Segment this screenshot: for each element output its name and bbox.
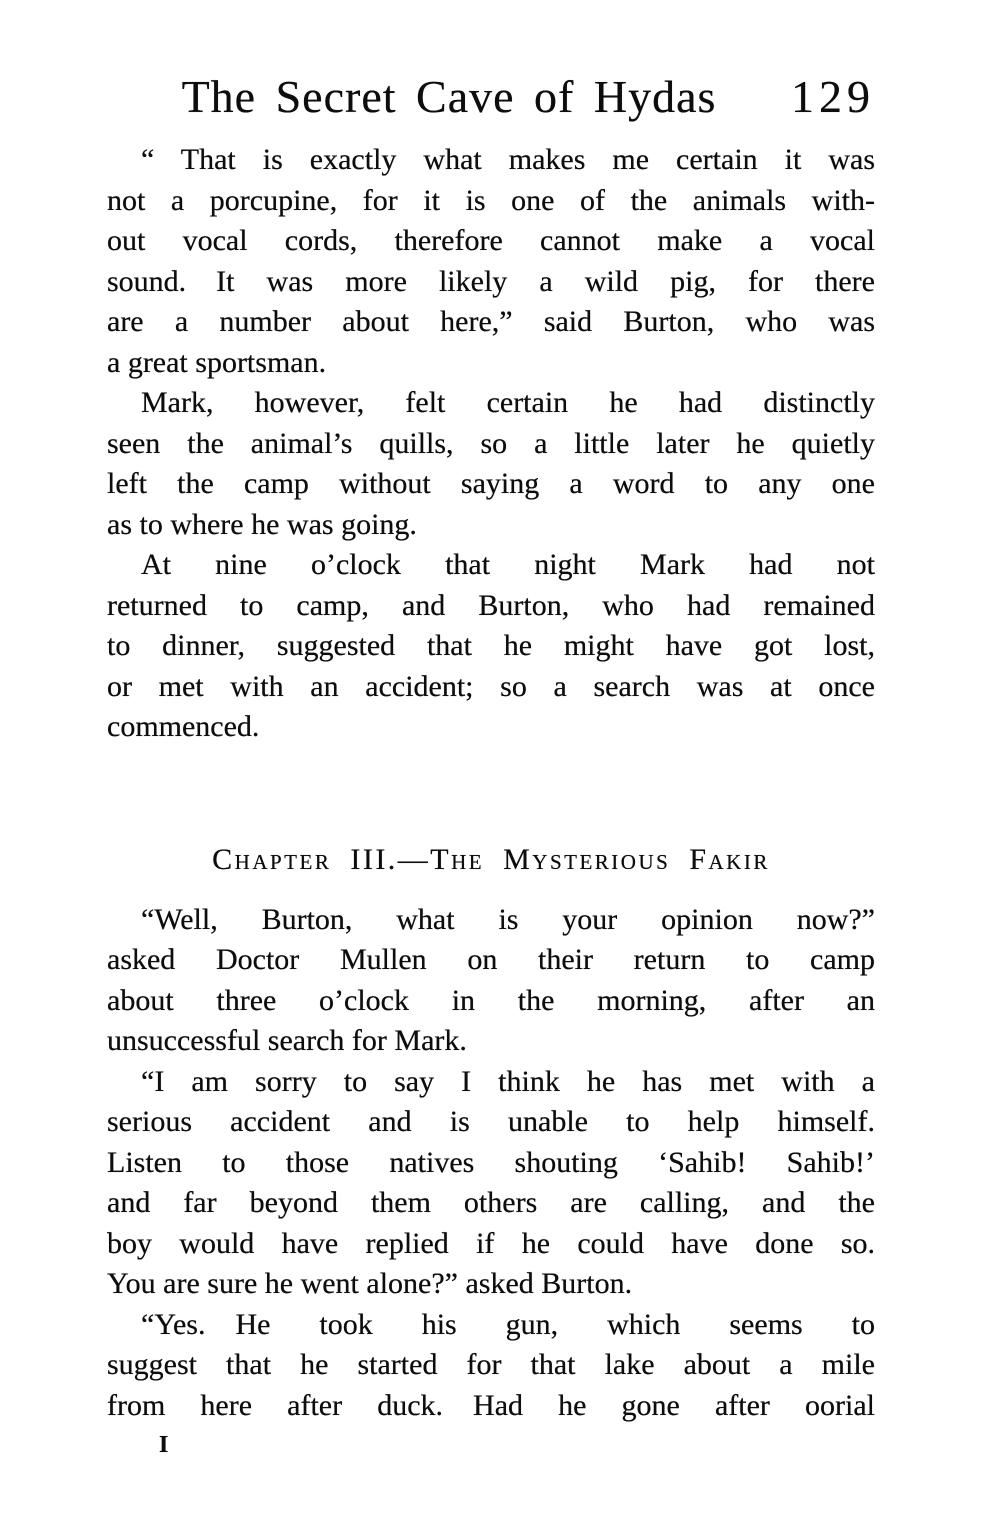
running-head xyxy=(107,68,875,126)
text-line: unsuccessful search for Mark. xyxy=(107,1024,467,1057)
text-line: You are sure he went alone?” asked Burton. xyxy=(107,1267,633,1300)
text-line: or met with an accident; so a search was at once xyxy=(107,669,875,703)
text-line: seen the animal’s quills, so a little later he quietly xyxy=(107,426,875,460)
section-chapter-start xyxy=(107,900,875,1427)
text-line: At nine o’clock that night Mark had not xyxy=(141,548,875,581)
running-head-title: The Secret Cave of Hydas xyxy=(181,71,717,122)
text-line: out vocal cords, therefore cannot make a vocal xyxy=(107,224,875,257)
text-line: about three o’clock in the morning, after an xyxy=(107,983,875,1017)
text-line: suggest that he started for that lake about a mile xyxy=(107,1348,875,1381)
text-line: commenced. xyxy=(107,710,260,743)
chapter-heading: Chapter III.—The Mysterious Fakir xyxy=(212,842,770,876)
printer-signature-mark: I xyxy=(159,1432,169,1458)
text-line: to dinner, suggested that he might have got lost, xyxy=(107,629,875,662)
text-line: serious accident and is unable to help himself. xyxy=(107,1105,875,1138)
text-line: not a porcupine, for it is one of the animals with- xyxy=(107,183,875,217)
text-line: “ That is exactly what makes me certain it was xyxy=(141,143,875,176)
paragraph xyxy=(107,383,875,545)
text-line: “Yes. He took his gun, which seems to xyxy=(141,1307,875,1341)
text-line: “I am sorry to say I think he has met with a xyxy=(141,1064,875,1098)
text-line: as to where he was going. xyxy=(107,507,417,541)
text-line: sound. It was more likely a wild pig, for there xyxy=(107,264,875,298)
paragraph xyxy=(107,900,875,1062)
section-chapter-end xyxy=(107,140,875,748)
text-line: Mark, however, felt certain he had distinctly xyxy=(141,386,875,419)
page-number: 129 xyxy=(791,71,875,122)
paragraph xyxy=(107,1305,875,1427)
text-line: are a number about here,” said Burton, who was xyxy=(107,305,875,338)
text-line: boy would have replied if he could have done so. xyxy=(107,1226,875,1260)
text-line: a great sportsman. xyxy=(107,345,327,379)
paragraph xyxy=(107,1062,875,1305)
text-line: from here after duck. Had he gone after oorial xyxy=(107,1388,875,1422)
text-line: and far beyond them others are calling, and the xyxy=(107,1186,875,1219)
text-line: left the camp without saying a word to any one xyxy=(107,467,875,500)
text-line: returned to camp, and Burton, who had remained xyxy=(107,588,875,622)
paragraph xyxy=(107,140,875,383)
text-block xyxy=(107,140,875,1460)
paragraph xyxy=(107,545,875,748)
text-line: “Well, Burton, what is your opinion now?” xyxy=(141,902,875,936)
text-line: Listen to those natives shouting ‘Sahib! Sahib!’ xyxy=(107,1145,875,1179)
text-line: asked Doctor Mullen on their return to camp xyxy=(107,943,875,976)
